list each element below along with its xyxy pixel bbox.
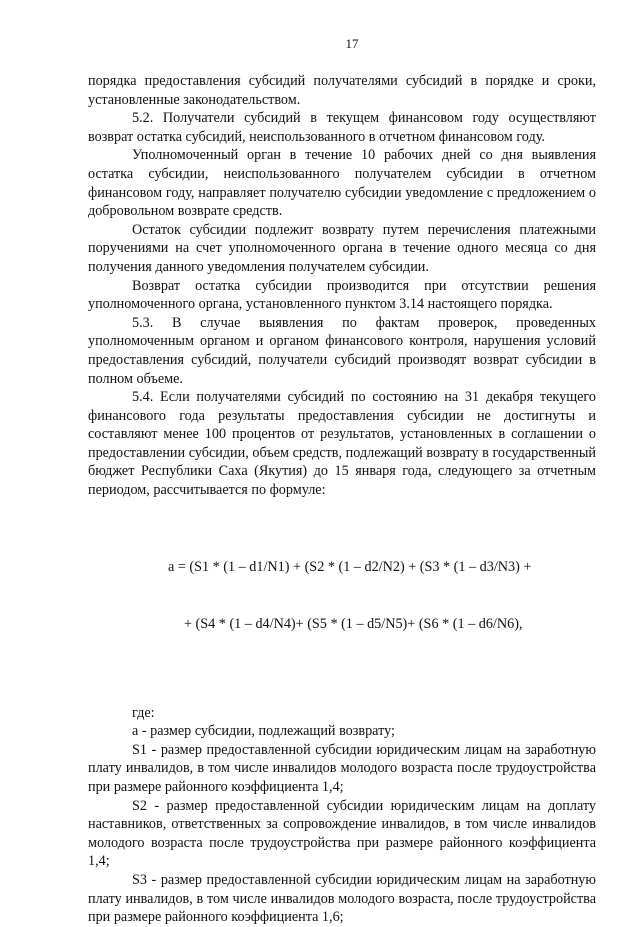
paragraphs-bottom (88, 704, 596, 927)
paragraph-def-s3: S3 - размер предоставленной субсидии юридическим лицам на заработную плату инвалидов, в том числе инвалидов молодого возраста, после трудоустройства при размере районного коэффициента 1,6; (88, 872, 596, 926)
paragraph-5-4: 5.4. Если получателями субсидий по состоянию на 31 декабря текущего финансового года результаты предоставления субсидии не достигнуты и составляют менее 100 процентов от результатов, установленных в соглашении о предоставлении субсидии, объем средств, подлежащий возврату в государственный бюджет Республики Саха (Якутия) до 15 января года, следующего за отчетным периодом, рассчитывается по формуле: (88, 389, 596, 499)
paragraph-continuation: порядка предоставления субсидий получателями субсидий в порядке и сроки, установленные законодательством. (88, 73, 596, 108)
paragraph-def-s2: S2 - размер предоставленной субсидии юридическим лицам на доплату наставников, ответственных за сопровождение инвалидов, в том числе инвалидов молодого возраста после трудоустройства при размере районного коэффициента 1,4; (88, 797, 596, 870)
paragraph-notification: Уполномоченный орган в течение 10 рабочих дней со дня выявления остатка субсидии, неиспользованного получателем субсидии в отчетном финансовом году, направляет получателю субсидии уведомление с предложением о добровольном возврате средств. (88, 147, 596, 220)
paragraph-5-2: 5.2. Получатели субсидий в текущем финансовом году осуществляют возврат остатка субсидий, неиспользованного в отчетном финансовом году. (88, 110, 596, 145)
formula-line-1: a = (S1 * (1 – d1/N1) + (S2 * (1 – d2/N2) + (S3 * (1 – d3/N3) + (168, 558, 532, 575)
paragraphs-top (88, 72, 596, 500)
formula-line-2: + (S4 * (1 – d4/N4)+ (S5 * (1 – d5/N5)+ (S6 * (1 – d6/N6), (184, 615, 523, 632)
paragraph-5-3: 5.3. В случае выявления по фактам проверок, проведенных уполномоченным органом и органом финансового контроля, нарушения условий предоставления субсидий, получатели субсидий производят возврат субсидии в полном объеме. (88, 314, 596, 387)
page-number: 17 (345, 36, 359, 51)
paragraph-return-condition: Возврат остатка субсидии производится при отсутствии решения уполномоченного органа, установленного пунктом 3.14 настоящего порядка. (88, 277, 596, 313)
paragraph-def-a: a - размер субсидии, подлежащий возврату; (132, 723, 395, 740)
paragraph-where: где: (132, 704, 155, 721)
paragraph-return-method: Остаток субсидии подлежит возврату путем перечисления платежными поручениями на счет уполномоченного органа в течение одного месяца со дня получения данного уведомления получателем субсидии. (88, 221, 596, 275)
formula (88, 520, 596, 672)
paragraph-def-s1: S1 - размер предоставленной субсидии юридическим лицам на заработную плату инвалидов, в том числе инвалидов молодого возраста после трудоустройства при размере районного коэффициента 1,4; (88, 741, 596, 796)
